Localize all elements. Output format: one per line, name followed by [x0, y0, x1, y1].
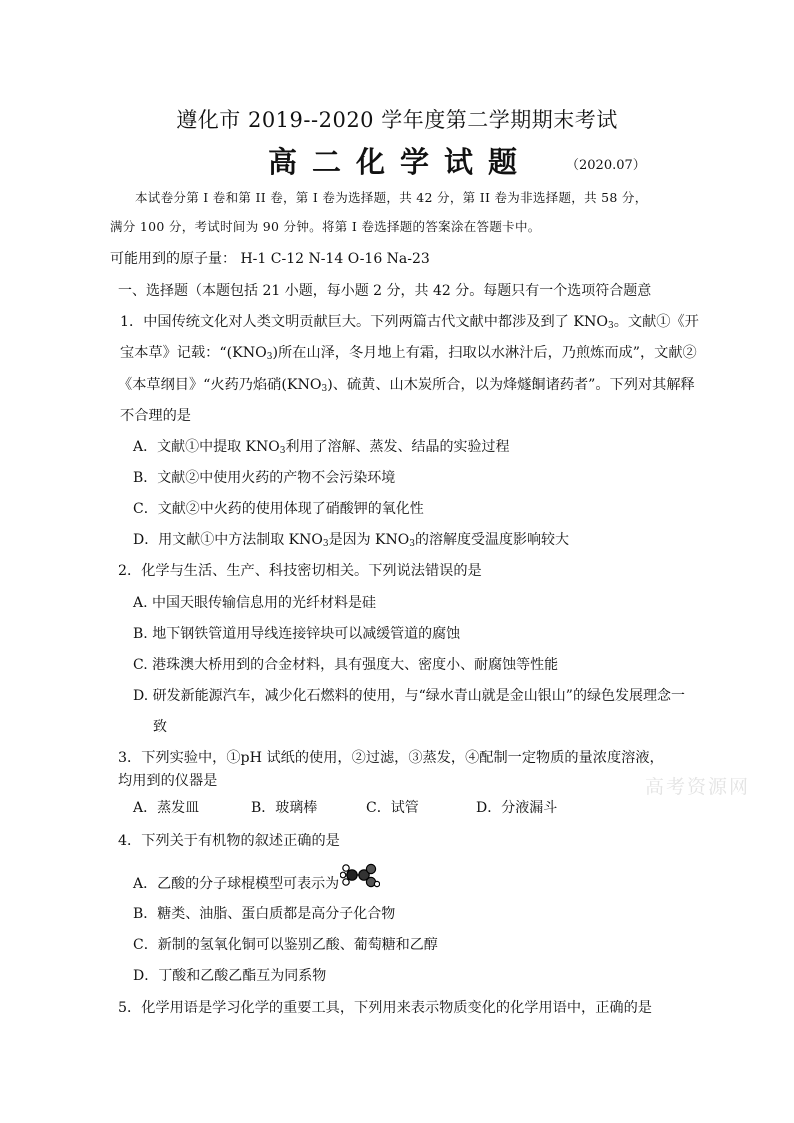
exam-date: （2020.07）	[566, 158, 646, 173]
q2-option-d-cont: 致	[153, 719, 167, 735]
q1-option-b: B．文献②中使用火药的产物不会污染环境	[133, 470, 396, 486]
q2-option-d: D. 研发新能源汽车，减少化石燃料的使用，与“绿水青山就是金山银山”的绿色发展理念一	[133, 688, 685, 704]
q4-option-d: D．丁酸和乙酸乙酯互为同系物	[133, 968, 327, 984]
watermark: 高考资源网	[645, 776, 751, 798]
q2-stem: 2．化学与生活、生产、科技密切相关。下列说法错误的是	[118, 563, 482, 579]
q3-option-d: D．分液漏斗	[476, 800, 558, 816]
acetic-acid-ball-stick-model-image	[340, 862, 380, 888]
intro-line-1: 本试卷分第 I 卷和第 II 卷，第 I 卷为选择题，共 42 分，第 II 卷为非选择题，共 58 分，	[135, 190, 648, 205]
q4-option-b: B．糖类、油脂、蛋白质都是高分子化合物	[133, 906, 396, 922]
q3-stem-2: 均用到的仪器是	[118, 773, 218, 789]
q1-line-1: 1．中国传统文化对人类文明贡献巨大。下列两篇古代文献中都涉及到了 $KNO_3$。文献①《开	[120, 314, 699, 331]
subject-title: 高二化学试题	[268, 145, 533, 179]
q4-option-c: C．新制的氢氧化铜可以鉴别乙酸、葡萄糖和乙醇	[133, 937, 438, 953]
q4-stem: 4．下列关于有机物的叙述正确的是	[118, 833, 340, 849]
q1-line-3: 《本草纲目》“火药乃焰硝$(KNO_3)$、硫黄、山木炭所合，以为烽燧餇诸药者”。下列对其解释	[118, 377, 695, 394]
q3-option-b: B．玻璃棒	[251, 800, 318, 816]
q2-option-b: B. 地下钢铁管道用导线连接锌块可以减缓管道的腐蚀	[133, 626, 461, 642]
q1-line-4: 不合理的是	[120, 408, 191, 424]
section-heading: 一、选择题（本题包括 21 小题，每小题 2 分，共 42 分。每题只有一个选项符合题意	[118, 283, 652, 299]
q3-option-a: A．蒸发皿	[133, 800, 200, 816]
q1-option-a: A．文献①中提取 $KNO_3$利用了溶解、蒸发、结晶的实验过程	[133, 439, 510, 456]
q4-option-a: A．乙酸的分子球棍模型可表示为	[133, 876, 340, 892]
exam-title: 遵化市 2019--2020 学年度第二学期期末考试	[176, 108, 618, 132]
q3-option-c: C．试管	[366, 800, 419, 816]
atomic-masses: 可能用到的原子量： H-1 C-12 N-14 O-16 Na-23	[110, 251, 430, 267]
q3-stem-1: 3．下列实验中，①pH 试纸的使用，②过滤，③蒸发，④配制一定物质的量浓度溶液，	[118, 750, 664, 766]
q2-option-c: C. 港珠澳大桥用到的合金材料，具有强度大、密度小、耐腐蚀等性能	[133, 657, 559, 673]
q1-line-2: 宝本草》记载：“$(KNO_3)$所在山泽，冬月地上有霜，扫取以水淋汁后，乃煎炼而成”，文献②	[120, 345, 697, 362]
q1-option-d: D．用文献①中方法制取 $KNO_3$是因为 $KNO_3$的溶解度受温度影响较大	[133, 532, 569, 549]
q2-option-a: A. 中国天眼传输信息用的光纤材料是硅	[133, 595, 377, 611]
intro-line-2: 满分 100 分，考试时间为 90 分钟。将第 I 卷选择题的答案涂在答题卡中。	[110, 219, 541, 234]
q5-stem: 5．化学用语是学习化学的重要工具，下列用来表示物质变化的化学用语中，正确的是	[118, 1000, 652, 1016]
q1-option-c: C．文献②中火药的使用体现了硝酸钾的氧化性	[133, 501, 424, 517]
